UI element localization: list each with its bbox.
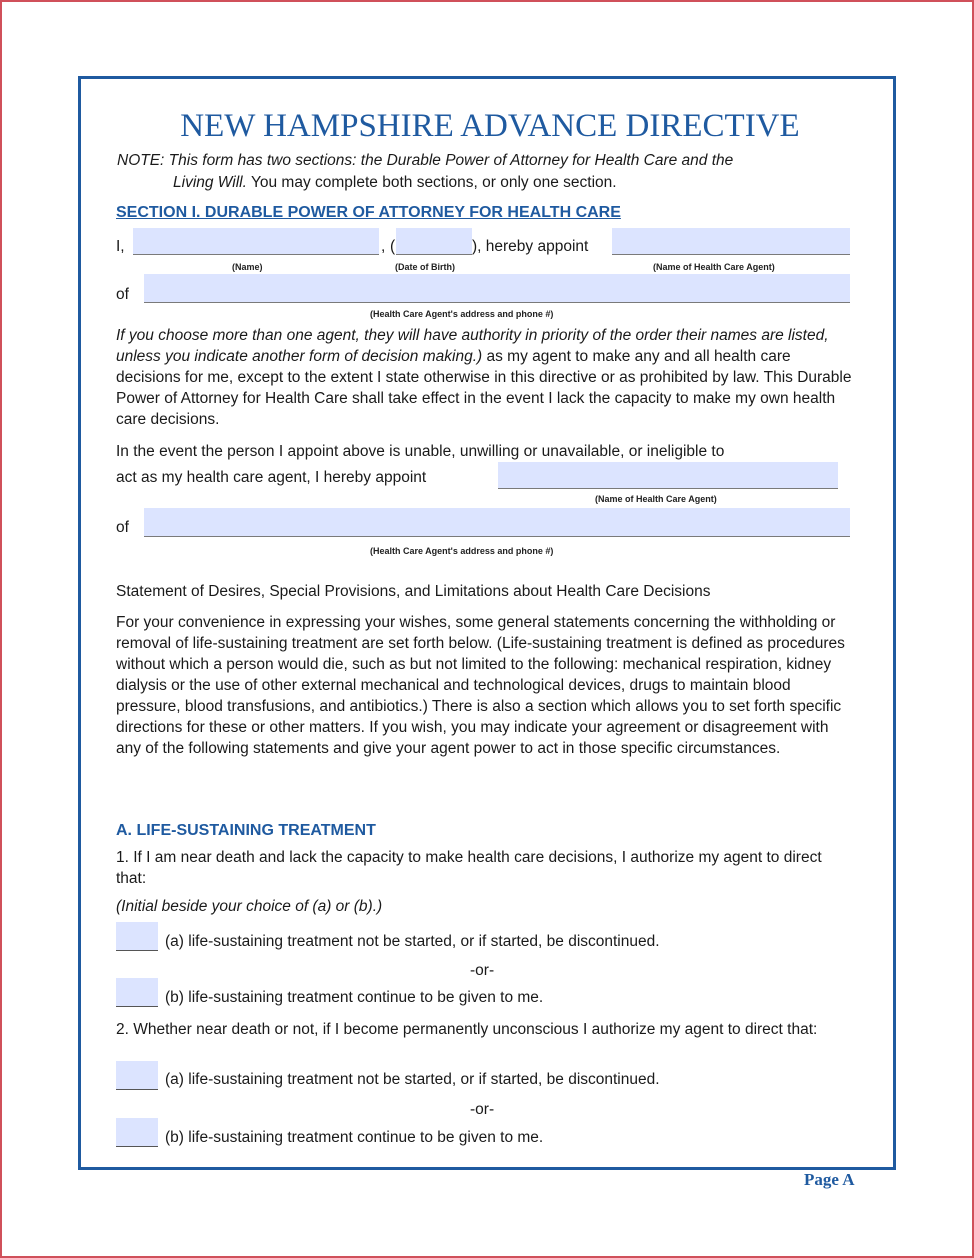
- alternate-agent-line-2: act as my health care agent, I hereby appoint: [116, 469, 427, 486]
- item-2-text: 2. Whether near death or not, if I become permanently unconscious I authorize my agent to direct that:: [116, 1021, 818, 1038]
- row1-open-paren: (: [390, 238, 396, 255]
- statement-heading: Statement of Desires, Special Provisions, and Limitations about Health Care Decisions: [116, 583, 711, 600]
- agent-authority-paragraph: [116, 325, 856, 430]
- convenience-paragraph: For your convenience in expressing your wishes, some general statements concerning the withholding or removal of life-sustaining treatment are set forth below. (Life-sustaining treatment is defined as procedures without which a person would die, such as but not limited to the following: mechanical respiration, kidney dialysis or the use of other external mechanical and technological devices, drugs to maintain blood pressure, blood transfusions, and antibiotics.) There is also a section which allows you to set forth specific directions for these or other matters. If you wish, you may indicate your agreement or disagreement with any of the following statements and give your agent power to act in those specific circumstances.: [116, 614, 845, 757]
- row3-prefix: of: [116, 519, 129, 536]
- alternate-agent-line-1: In the event the person I appoint above is unable, unwilling or unavailable, or ineligible to: [116, 443, 725, 460]
- note-line-2-rest: You may complete both sections, or only one section.: [246, 174, 617, 191]
- note-living-will: Living Will.: [173, 174, 247, 191]
- page-label: Page A: [804, 1170, 855, 1189]
- item-2b-text: (b) life-sustaining treatment continue to be given to me.: [165, 1129, 544, 1146]
- dob-label: (Date of Birth): [395, 262, 455, 272]
- alternate-agent-address-label: (Health Care Agent's address and phone #): [370, 546, 554, 556]
- item-1b-text: (b) life-sustaining treatment continue to be given to me.: [165, 989, 544, 1006]
- date-of-birth-field[interactable]: [396, 228, 472, 255]
- note-line-1: NOTE: This form has two sections: the Durable Power of Attorney for Health Care and the: [117, 152, 734, 169]
- alternate-agent-address-field[interactable]: [144, 508, 850, 537]
- item-2a-text: (a) life-sustaining treatment not be started, or if started, be discontinued.: [165, 1071, 660, 1088]
- section-a-heading: A. LIFE-SUSTAINING TREATMENT: [116, 822, 376, 839]
- agent-name-label: (Name of Health Care Agent): [653, 262, 775, 272]
- row1-appoint-text: ), hereby appoint: [472, 238, 589, 255]
- or-separator-2: -or-: [470, 1101, 495, 1118]
- initial-instruction: (Initial beside your choice of (a) or (b).): [116, 898, 383, 915]
- section-1-heading: SECTION I. DURABLE POWER OF ATTORNEY FOR HEALTH CARE: [116, 204, 621, 221]
- agent-priority-italic: If you choose more than one agent, they will have authority in priority of the order their names are listed, unless you indicate another form of decision making.): [116, 327, 829, 365]
- name-label: (Name): [232, 262, 263, 272]
- row1-comma: ,: [381, 238, 386, 255]
- item-1-text: 1. If I am near death and lack the capacity to make health care decisions, I authorize my agent to direct that:: [116, 849, 822, 887]
- row2-prefix: of: [116, 286, 129, 303]
- item-1a-text: (a) life-sustaining treatment not be started, or if started, be discontinued.: [165, 933, 660, 950]
- initial-box-1a[interactable]: [116, 922, 158, 951]
- agent-name-field[interactable]: [612, 228, 850, 255]
- agent-authority-rest: as my agent to make any and all health care decisions for me, except to the extent I state otherwise in this directive or as prohibited by law. This Durable Power of Attorney for Health Care shall take effect in the event I lack the capacity to make my own health care decisions.: [116, 348, 852, 428]
- initial-box-2a[interactable]: [116, 1061, 158, 1090]
- row1-prefix: I,: [116, 238, 125, 255]
- initial-box-2b[interactable]: [116, 1118, 158, 1147]
- initial-box-1b[interactable]: [116, 978, 158, 1007]
- alternate-agent-name-field[interactable]: [498, 462, 838, 489]
- or-separator-1: -or-: [470, 962, 495, 979]
- principal-name-field[interactable]: [133, 228, 379, 255]
- agent-address-label: (Health Care Agent's address and phone #): [370, 309, 554, 319]
- note-line-2: [173, 174, 617, 192]
- agent-address-field[interactable]: [144, 274, 850, 303]
- document-title: NEW HAMPSHIRE ADVANCE DIRECTIVE: [180, 108, 800, 144]
- alternate-agent-name-label: (Name of Health Care Agent): [595, 494, 717, 504]
